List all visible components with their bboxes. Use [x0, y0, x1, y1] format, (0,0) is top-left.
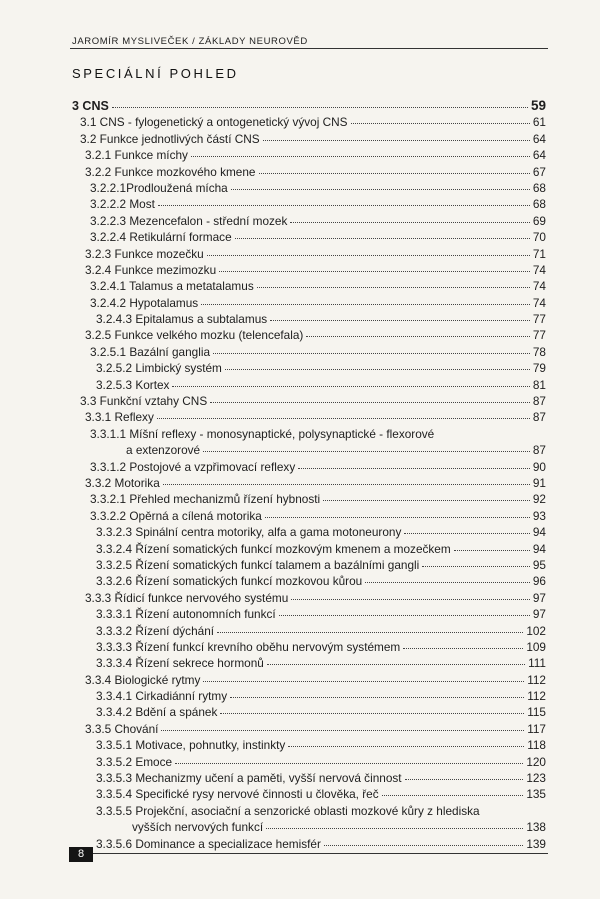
toc-entry	[72, 508, 546, 524]
toc-entry	[72, 524, 546, 540]
dot-leader	[290, 222, 530, 223]
toc-entry	[72, 180, 546, 196]
toc-entry	[72, 770, 546, 786]
toc-entry	[72, 229, 546, 245]
toc-entry	[72, 573, 546, 589]
toc-entry-page: 90	[532, 459, 546, 474]
toc-entry-page: 111	[528, 656, 546, 671]
toc-entry-title: 3.2.4.1 Talamus a metatalamus	[90, 279, 254, 294]
toc-entry-title: 3.3.5.3 Mechanizmy učení a paměti, vyšší nervová činnost	[96, 771, 402, 786]
toc-entry	[72, 196, 546, 212]
dot-leader	[382, 795, 524, 796]
toc-entry-title: 3.3.2 Motorika	[85, 476, 160, 490]
toc-entry-page: 87	[532, 394, 546, 409]
dot-leader	[306, 336, 530, 337]
toc-entry-title: 3.2.2.3 Mezencefalon - střední mozek	[90, 213, 288, 228]
dot-leader	[230, 697, 524, 698]
toc-entry-page: 120	[526, 754, 546, 769]
toc-entry	[72, 213, 546, 229]
toc-entry-page: 91	[532, 476, 546, 490]
toc-entry-title: 3.3.2.2 Opěrná a cílená motorika	[90, 508, 262, 523]
toc-entry	[72, 721, 546, 737]
toc-entry-page: 95	[532, 557, 546, 572]
toc-entry-page: 118	[527, 738, 546, 753]
toc-entry-page: 77	[532, 328, 546, 343]
toc-entry-title: 3.3.2.3 Spinální centra motoriky, alfa a gama motoneurony	[96, 525, 402, 540]
toc-entry-title: 3.3.2.5 Řízení somatických funkcí talamem a bazálními gangli	[96, 557, 420, 572]
toc-entry	[72, 623, 546, 639]
toc-entry-title: 3.2.5.2 Limbický systém	[96, 361, 222, 376]
toc-entry-title: vyšších nervových funkcí	[132, 820, 264, 835]
dot-leader	[163, 484, 530, 485]
toc-entry	[72, 754, 546, 770]
dot-leader	[404, 533, 530, 534]
dot-leader	[225, 369, 530, 370]
dot-leader	[220, 713, 524, 714]
toc-entry-title: 3.2.3 Funkce mozečku	[85, 246, 204, 261]
toc-entry	[72, 688, 546, 704]
toc-entry	[72, 278, 546, 294]
dot-leader	[257, 287, 530, 288]
toc-entry-title: 3.3.3.1 Řízení autonomních funkcí	[96, 607, 276, 622]
toc-entry-page: 93	[532, 508, 546, 523]
dot-leader	[158, 205, 530, 206]
toc-entry	[72, 737, 546, 753]
toc-entry-page: 109	[526, 639, 546, 654]
toc-entry-title: 3.2.2 Funkce mozkového kmene	[85, 164, 256, 179]
toc-entry-title: 3.3.3 Řídicí funkce nervového systému	[85, 590, 289, 605]
toc-entry	[72, 786, 546, 802]
toc-entry-title: 3.1 CNS - fylogenetický a ontogenetický vývoj CNS	[80, 115, 348, 130]
toc-entry-page: 112	[527, 689, 546, 704]
dot-leader	[217, 632, 523, 633]
toc-entry	[72, 295, 546, 311]
toc-entry	[72, 557, 546, 573]
dot-leader	[279, 615, 530, 616]
toc-entry	[72, 344, 546, 360]
dot-leader	[323, 500, 530, 501]
dot-leader	[157, 418, 530, 419]
toc-entry-title: 3.3.4.1 Cirkadiánní rytmy	[96, 689, 228, 704]
dot-leader	[265, 517, 530, 518]
toc-entry-page: 67	[532, 164, 546, 179]
toc-entry-page: 87	[532, 410, 546, 425]
dot-leader	[266, 828, 523, 829]
toc-entry	[72, 131, 546, 147]
dot-leader	[270, 320, 530, 321]
toc-entry-title: 3 CNS	[72, 99, 109, 113]
dot-leader	[203, 451, 530, 452]
dot-leader	[210, 402, 530, 403]
toc-entry-page: 115	[527, 705, 546, 720]
toc-entry-page: 92	[532, 492, 546, 507]
toc-entry	[72, 246, 546, 262]
toc-entry-title: 3.2.4.3 Epitalamus a subtalamus	[96, 312, 268, 327]
toc-entry	[72, 393, 546, 409]
toc-entry-title: 3.3 Funkční vztahy CNS	[80, 394, 208, 409]
toc-entry	[72, 704, 546, 720]
toc-entry-title: 3.3.5.2 Emoce	[96, 754, 173, 769]
toc-entry-title: 3.3.5.5 Projekční, asociační a senzorické oblasti mozkové kůry z hlediska	[96, 803, 480, 818]
toc-entry-page: 68	[532, 180, 546, 195]
toc-entry-page: 71	[532, 246, 546, 261]
toc-entry-title: 3.2.5.1 Bazální ganglia	[90, 344, 211, 359]
toc-entry-page: 139	[526, 836, 546, 851]
toc-entry-page: 102	[526, 623, 546, 638]
toc-entry-title: 3.3.3.4 Řízení sekrece hormonů	[96, 656, 264, 671]
toc-entry-title: 3.3.3.2 Řízení dýchání	[96, 623, 215, 638]
toc-entry-title: 3.2.2.4 Retikulární formace	[90, 230, 232, 245]
toc-entry	[72, 672, 546, 688]
dot-leader	[422, 566, 530, 567]
toc-entry-page: 97	[532, 607, 546, 622]
toc-entry-title: 3.3.1 Reflexy	[85, 410, 154, 425]
dot-leader	[172, 386, 529, 387]
toc-entry-page: 79	[532, 361, 546, 376]
dot-leader	[288, 746, 524, 747]
toc-entry-page: 94	[532, 525, 546, 540]
page-number: 8	[69, 847, 93, 862]
toc-entry-page: 69	[532, 213, 546, 228]
toc-entry-title: 3.3.5.6 Dominance a specializace hemisfér	[96, 836, 321, 851]
toc-entry	[72, 262, 546, 278]
toc-entry-title: 3.2.4.2 Hypotalamus	[90, 295, 199, 310]
dot-leader	[298, 468, 530, 469]
dot-leader	[191, 156, 530, 157]
toc-entry-title: a extenzorové	[126, 443, 201, 458]
toc-entry-page: 123	[526, 771, 546, 786]
toc-entry-title: 3.3.2.4 Řízení somatických funkcí mozkovým kmenem a mozečkem	[96, 541, 451, 556]
dot-leader	[365, 582, 530, 583]
toc-entry-title: 3.2.2.2 Most	[90, 197, 155, 212]
toc-entry	[72, 409, 546, 425]
dot-leader	[324, 845, 523, 846]
toc-entry-title: 3.3.5.1 Motivace, pohnutky, instinkty	[96, 738, 286, 753]
toc-entry-page: 117	[527, 721, 546, 736]
toc-entry	[72, 590, 546, 606]
toc-entry	[72, 836, 546, 852]
toc-entry-page: 59	[530, 98, 546, 113]
toc-entry-page: 78	[532, 344, 546, 359]
toc-entry	[72, 541, 546, 557]
header-rule	[70, 48, 548, 49]
toc-entry-page: 112	[527, 672, 546, 687]
dot-leader	[351, 123, 530, 124]
toc-entry-title: 3.3.4.2 Bdění a spánek	[96, 705, 218, 720]
running-head: JAROMÍR MYSLIVEČEK / ZÁKLADY NEUROVĚD	[72, 36, 308, 47]
section-title: SPECIÁLNÍ POHLED	[72, 66, 239, 81]
dot-leader	[263, 140, 530, 141]
toc-entry	[72, 164, 546, 180]
toc-entry	[72, 311, 546, 327]
toc-entry-page: 87	[532, 443, 546, 458]
dot-leader	[231, 189, 530, 190]
toc-entry-page: 74	[532, 262, 546, 277]
dot-leader	[207, 255, 530, 256]
toc-entry	[72, 377, 546, 393]
dot-leader	[403, 648, 523, 649]
dot-leader	[175, 763, 523, 764]
toc-entry	[72, 803, 546, 836]
toc-entry	[72, 475, 546, 491]
dot-leader	[219, 271, 530, 272]
toc-entry-page: 70	[532, 230, 546, 245]
dot-leader	[259, 173, 530, 174]
toc-entry-page: 81	[532, 377, 546, 392]
toc-entry-page: 77	[532, 312, 546, 327]
dot-leader	[405, 779, 524, 780]
toc-entry	[72, 360, 546, 376]
toc-entry-page: 96	[532, 574, 546, 589]
toc-entry-page: 64	[532, 148, 546, 163]
toc-entry-page: 138	[526, 820, 546, 835]
dot-leader	[203, 681, 524, 682]
toc-entry-title: 3.3.1.2 Postojové a vzpřimovací reflexy	[90, 459, 296, 474]
toc-entry	[72, 426, 546, 459]
toc-entry-page: 74	[532, 279, 546, 294]
toc-entry-page: 61	[532, 115, 546, 130]
toc-entry	[72, 114, 546, 130]
toc-entry-title: 3.2.4 Funkce mezimozku	[85, 262, 217, 277]
dot-leader	[291, 599, 530, 600]
dot-leader	[161, 730, 524, 731]
dot-leader	[267, 664, 525, 665]
toc-entry	[72, 327, 546, 343]
toc-entry	[72, 147, 546, 163]
table-of-contents	[72, 98, 546, 852]
toc-entry-page: 68	[532, 197, 546, 212]
toc-entry-title: 3.3.4 Biologické rytmy	[85, 672, 201, 687]
toc-entry	[72, 606, 546, 622]
toc-entry-title: 3.3.2.1 Přehled mechanizmů řízení hybnosti	[90, 492, 321, 507]
dot-leader	[213, 353, 530, 354]
toc-entry	[72, 459, 546, 475]
dot-leader	[201, 304, 530, 305]
toc-entry-title: 3.2 Funkce jednotlivých částí CNS	[80, 131, 260, 146]
toc-entry-title: 3.3.2.6 Řízení somatických funkcí mozkovou kůrou	[96, 574, 363, 589]
toc-entry	[72, 98, 546, 114]
toc-entry	[72, 491, 546, 507]
toc-entry-page: 94	[532, 541, 546, 556]
toc-entry-title: 3.2.5 Funkce velkého mozku (telencefala)	[85, 328, 304, 343]
toc-entry-title: 3.3.3.3 Řízení funkcí krevního oběhu nervovým systémem	[96, 639, 401, 654]
dot-leader	[235, 238, 530, 239]
dot-leader	[112, 107, 528, 108]
toc-entry-page: 74	[532, 295, 546, 310]
toc-entry-title: 3.3.1.1 Míšní reflexy - monosynaptické, polysynaptické - flexorové	[90, 426, 435, 441]
footer-rule	[93, 853, 548, 854]
toc-entry-title: 3.3.5.4 Specifické rysy nervové činnosti u člověka, řeč	[96, 787, 379, 802]
dot-leader	[454, 550, 530, 551]
toc-entry-page: 97	[532, 590, 546, 605]
toc-entry-title: 3.2.1 Funkce míchy	[85, 148, 188, 163]
toc-entry-title: 3.2.5.3 Kortex	[96, 377, 170, 392]
toc-entry-title: 3.3.5 Chování	[85, 721, 159, 736]
toc-entry	[72, 639, 546, 655]
toc-entry-page: 135	[526, 787, 546, 802]
toc-entry-title: 3.2.2.1Prodloužená mícha	[90, 180, 228, 195]
toc-entry-page: 64	[532, 131, 546, 146]
toc-entry	[72, 655, 546, 671]
